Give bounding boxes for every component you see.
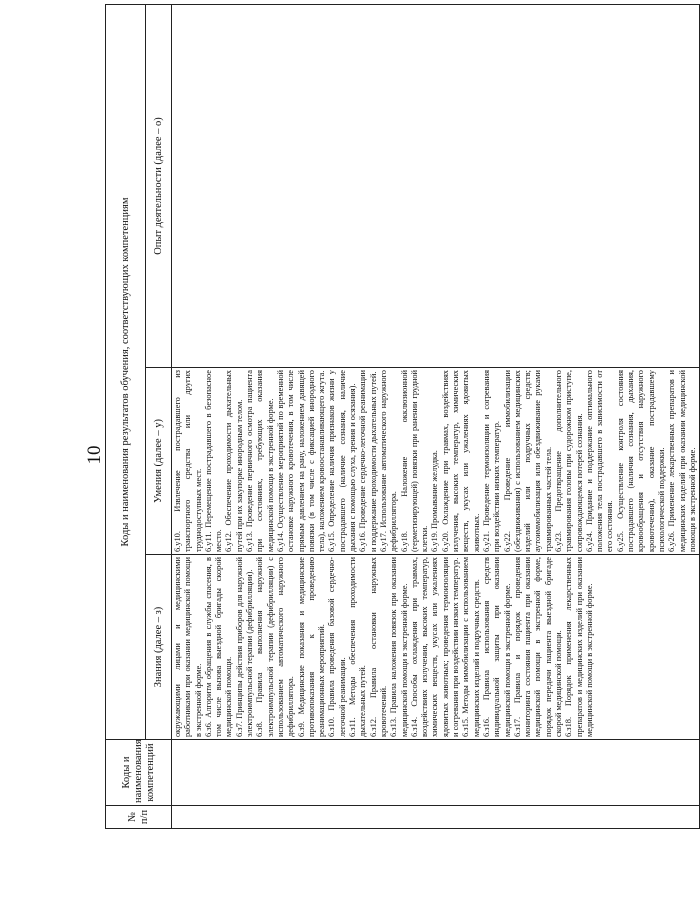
header-competency-codes: Коды и наименования компетенций: [106, 740, 172, 806]
skill-item: 6.у17. Использование автоматического наружного дефибриллятора.: [378, 370, 399, 552]
knowledge-item: 6.з10. Правила проведения базовой сердечно-легочной реанимации.: [327, 557, 347, 737]
skill-item: 6.у11. Перемещение пострадавшего в безопасное место.: [203, 370, 224, 552]
skill-item: 6.у21. Проведение термоизоляции и согревания при воздействии низких температур.: [481, 370, 502, 552]
knowledge-item: 6.з17. Правила и порядок проведения мониторинга состояния пациента при оказании медицинской помощи в экстренной форме, порядок передачи пациента выездной бригаде скорой медицинской помощи.: [512, 557, 563, 737]
header-results-group: Коды и наименования результатов обучения, соответствующих компетенциям: [106, 4, 146, 739]
knowledge-item: 6.з12. Правила остановки наружных кровотечений.: [368, 557, 388, 737]
experience-cell: [172, 4, 700, 367]
skill-item: 6.у12. Обеспечение проходимости дыхательных путей при их закупорке инородным телом.: [224, 370, 244, 552]
skill-item: 6.у13. Проведение первичного осмотра пациента при состояниях, требующих оказания медицинской помощи в экстренной форме.: [245, 370, 275, 552]
knowledge-item: 6.з18. Порядок применения лекарственных препаратов и медицинских изделий при оказании медицинской помощи в экстренной форме.: [564, 557, 594, 737]
knowledge-item: 6.з15. Методы иммобилизации с использованием медицинских изделий и подручных средств.: [461, 557, 481, 737]
header-knowledge: Знания (далее – з): [146, 555, 172, 740]
skill-item: 6.у26. Применение лекарственных препаратов и медицинских изделий при оказании медицинской помощи в экстренной форме.: [667, 370, 697, 552]
skill-item: 6.у24. Придание и поддержание оптимального положения тела пострадавшего в зависимости от его состояния.: [584, 370, 615, 552]
header-skills: Умения (далее – у): [146, 368, 172, 555]
knowledge-item: окружающими лицами и медицинскими работниками при оказании медицинской помощи в экстренной форме.: [173, 557, 203, 737]
skills-cell: [172, 368, 700, 555]
knowledge-item: 6.з13. Правила наложения повязок при оказании медицинской помощи в экстренной форме.: [389, 557, 409, 737]
skill-item: 6.у14. Осуществление мероприятий по временной остановке наружного кровотечения, в том числе прямым давлением на рану, наложением давящей повязки (в том числе с фиксацией инородного тела), наложением кровоостанавливающего жгута.: [275, 370, 327, 552]
row-competency-cell: [172, 740, 700, 806]
skill-item: 6.у20. Охлаждение при травмах, воздействиях излучения, высоких температур, химических веществ, укусах или ужалениях ядовитых животных.: [440, 370, 481, 552]
knowledge-item: 6.з14. Способы охлаждения при травмах, воздействиях излучения, высоких температур, химических веществ, укусах или ужалениях ядовитых животных; проведения термоизоляции и согревания при воздействии низких температур.: [409, 557, 461, 737]
page-number: 10: [84, 445, 105, 465]
skill-item: 6.у15. Определение наличия признаков жизни у пострадавшего (наличие сознания, наличие дыхания с помощью слуха, зрения и осязания).: [327, 370, 358, 552]
knowledge-item: 6.з9. Медицинские показания и медицинские противопоказания к проведению реанимационных мероприятий.: [296, 557, 327, 737]
skill-item: 6.у19. Промывание желудка.: [430, 450, 440, 552]
skill-item: 6.у10. Извлечение пострадавшего из транспортного средства или других труднодоступных мест.: [173, 370, 203, 552]
competencies-table: [105, 4, 700, 829]
skill-item: 6.у23. Предотвращение дополнительного травмирования головы при судорожном приступе, сопровождающемся потерей сознания.: [553, 370, 584, 552]
skill-item: 6.у25. Осуществление контроля состояния пострадавшего (наличия сознания, дыхания, кровообращения и отсутствия наружного кровотечения), оказание пострадавшему психологической поддержки.: [615, 370, 666, 552]
knowledge-item: 6.з6. Алгоритм обращения в службы спасения, в том числе вызова выездной бригады скорой медицинской помощи.: [203, 557, 234, 737]
knowledge-cell: [172, 555, 700, 740]
knowledge-item: 6.з7. Принципы действия приборов для наружной электроимпульсной терапии (дефибрилляции).: [234, 557, 255, 737]
skill-item: 6.у16. Проведение сердечно-легочной реанимации и поддержание проходимости дыхательных путей.: [358, 370, 378, 552]
skill-item: 6.у18. Наложение окклюзионной (герметизирующей) повязки при ранении грудной клетки.: [399, 370, 430, 552]
row-number-cell: [172, 806, 700, 829]
knowledge-item: 6.з11. Методы обеспечения проходимости дыхательных путей.: [348, 557, 368, 737]
header-number: № п/п: [106, 806, 172, 829]
header-experience: Опыт деятельности (далее – о): [146, 4, 172, 367]
skill-item: 6.у22. Проведение иммобилизации (обездвиживания) с использованием медицинских изделий или подручных средств; аутоиммобилизация или обездвиживание руками травмированных частей тела.: [502, 370, 553, 552]
knowledge-item: 6.з16. Правила использования средств индивидуальной защиты при оказании медицинской помощи в экстренной форме.: [481, 557, 512, 737]
knowledge-item: 6.з8. Правила выполнения наружной электроимпульсной терапии (дефибрилляции) с использованием автоматического наружного дефибриллятора.: [255, 557, 296, 737]
